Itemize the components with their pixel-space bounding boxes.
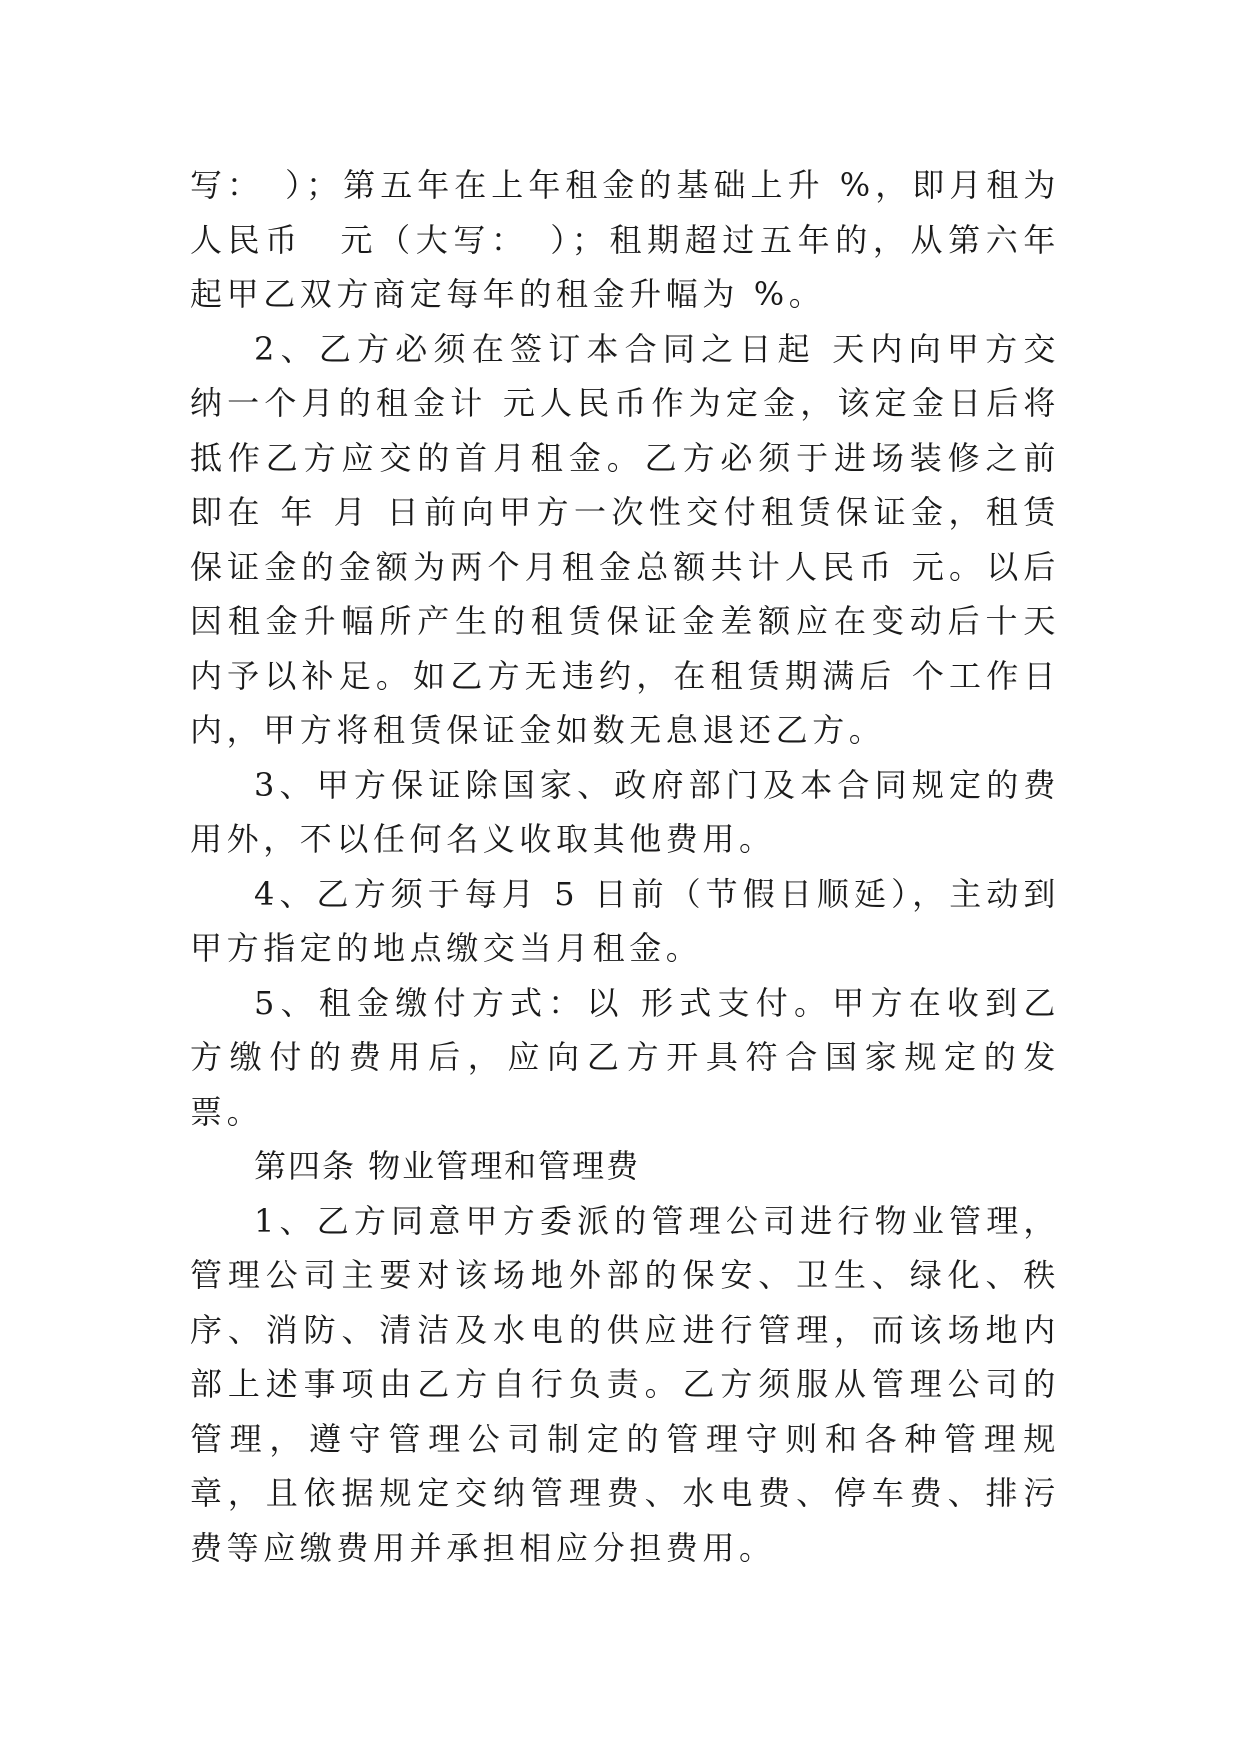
paragraph-item-4-payment-date: 4、乙方须于每月 5 日前（节假日顺延），主动到甲方指定的地点缴交当月租金。 — [190, 874, 1060, 967]
section-heading: 第四条 物业管理和管理费 — [254, 1147, 641, 1185]
paragraph-item-5-payment-method: 5、租金缴付方式：以 形式支付。甲方在收到乙方缴付的费用后，应向乙方开具符合国家规定的发票。 — [190, 983, 1060, 1131]
paragraph-rent-increase: 写： ）；第五年在上年租金的基础上升 %，即月租为人民币 元（大写： ）；租期超过五年的，从第六年起甲乙双方商定每年的租金升幅为 %。 — [190, 166, 1060, 313]
paragraph-item-3-fees: 3、甲方保证除国家、政府部门及本合同规定的费用外，不以任何名义收取其他费用。 — [190, 765, 1060, 858]
paragraph-section4-item-1: 1、乙方同意甲方委派的管理公司进行物业管理，管理公司主要对该场地外部的保安、卫生、绿化、秩序、消防、清洁及水电的供应进行管理，而该场地内部上述事项由乙方自行负责。乙方须服从管理公司的管理，遵守管理公司制定的管理守则和各种管理规章，且依据规定交纳管理费、水电费、停车费、排污费等应缴费用并承担相应分担费用。 — [190, 1201, 1060, 1567]
document-body — [190, 158, 1060, 1575]
paragraph-item-2-deposit: 2、乙方必须在签订本合同之日起 天内向甲方交纳一个月的租金计 元人民币作为定金，该定金日后将抵作乙方应交的首月租金。乙方必须于进场装修之前即在 年 月 日前向甲方一次性交付租赁保证金，租赁保证金的金额为两个月租金总额共计人民币 元。以后因租金升幅所产生的租赁保证金差额应在变动后十天内予以补足。如乙方无违约，在租赁期满后 个工作日内，甲方将租赁保证金如数无息退还乙方。 — [190, 329, 1060, 749]
